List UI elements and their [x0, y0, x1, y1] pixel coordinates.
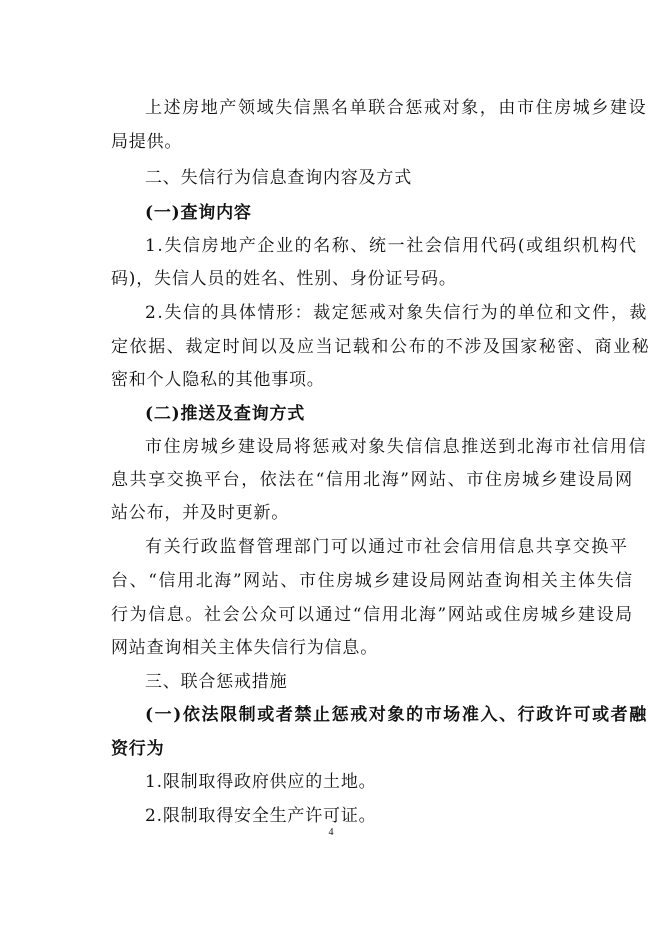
paragraph-line: 2.失信的具体情形：裁定惩戒对象失信行为的单位和文件，裁 [145, 303, 649, 323]
section-heading: 二、失信行为信息查询内容及方式 [145, 168, 412, 188]
paragraph-line: 行为信息。社会公众可以通过“信用北海”网站或住房城乡建设局 [111, 605, 634, 625]
paragraph-line: 息共享交换平台，依法在“信用北海”网站、市住房城乡建设局网 [111, 470, 634, 490]
paragraph-line: 网站查询相关主体失信行为信息。 [111, 638, 378, 658]
subsection-heading: (一)依法限制或者禁止惩戒对象的市场准入、行政许可或者融 [145, 705, 648, 725]
paragraph-line: 码)，失信人员的姓名、性别、身份证号码。 [111, 269, 457, 289]
paragraph-line: 2.限制取得安全生产许可证。 [145, 806, 377, 826]
subsection-heading: (二)推送及查询方式 [145, 404, 306, 424]
subsection-heading: 资行为 [111, 739, 165, 759]
paragraph-line: 台、“信用北海”网站、市住房城乡建设局网站查询相关主体失信 [111, 571, 634, 591]
page-number: 4 [328, 827, 334, 838]
paragraph-line: 上述房地产领域失信黑名单联合惩戒对象，由市住房城乡建设 [145, 98, 648, 118]
paragraph-line: 局提供。 [111, 132, 183, 152]
paragraph-line: 有关行政监督管理部门可以通过市社会信用信息共享交换平 [145, 537, 629, 557]
paragraph-line: 1.失信房地产企业的名称、统一社会信用代码(或组织机构代 [145, 236, 638, 256]
paragraph-line: 市住房城乡建设局将惩戒对象失信信息推送到北海市社信用信 [145, 437, 648, 457]
paragraph-line: 定依据、裁定时间以及应当记载和公布的不涉及国家秘密、商业秘 [111, 337, 651, 357]
paragraph-line: 密和个人隐私的其他事项。 [111, 370, 325, 390]
paragraph-line: 1.限制取得政府供应的土地。 [145, 772, 377, 792]
paragraph-line: 站公布，并及时更新。 [111, 503, 289, 523]
section-heading: 三、联合惩戒措施 [145, 672, 288, 692]
subsection-heading: (一)查询内容 [145, 203, 252, 223]
